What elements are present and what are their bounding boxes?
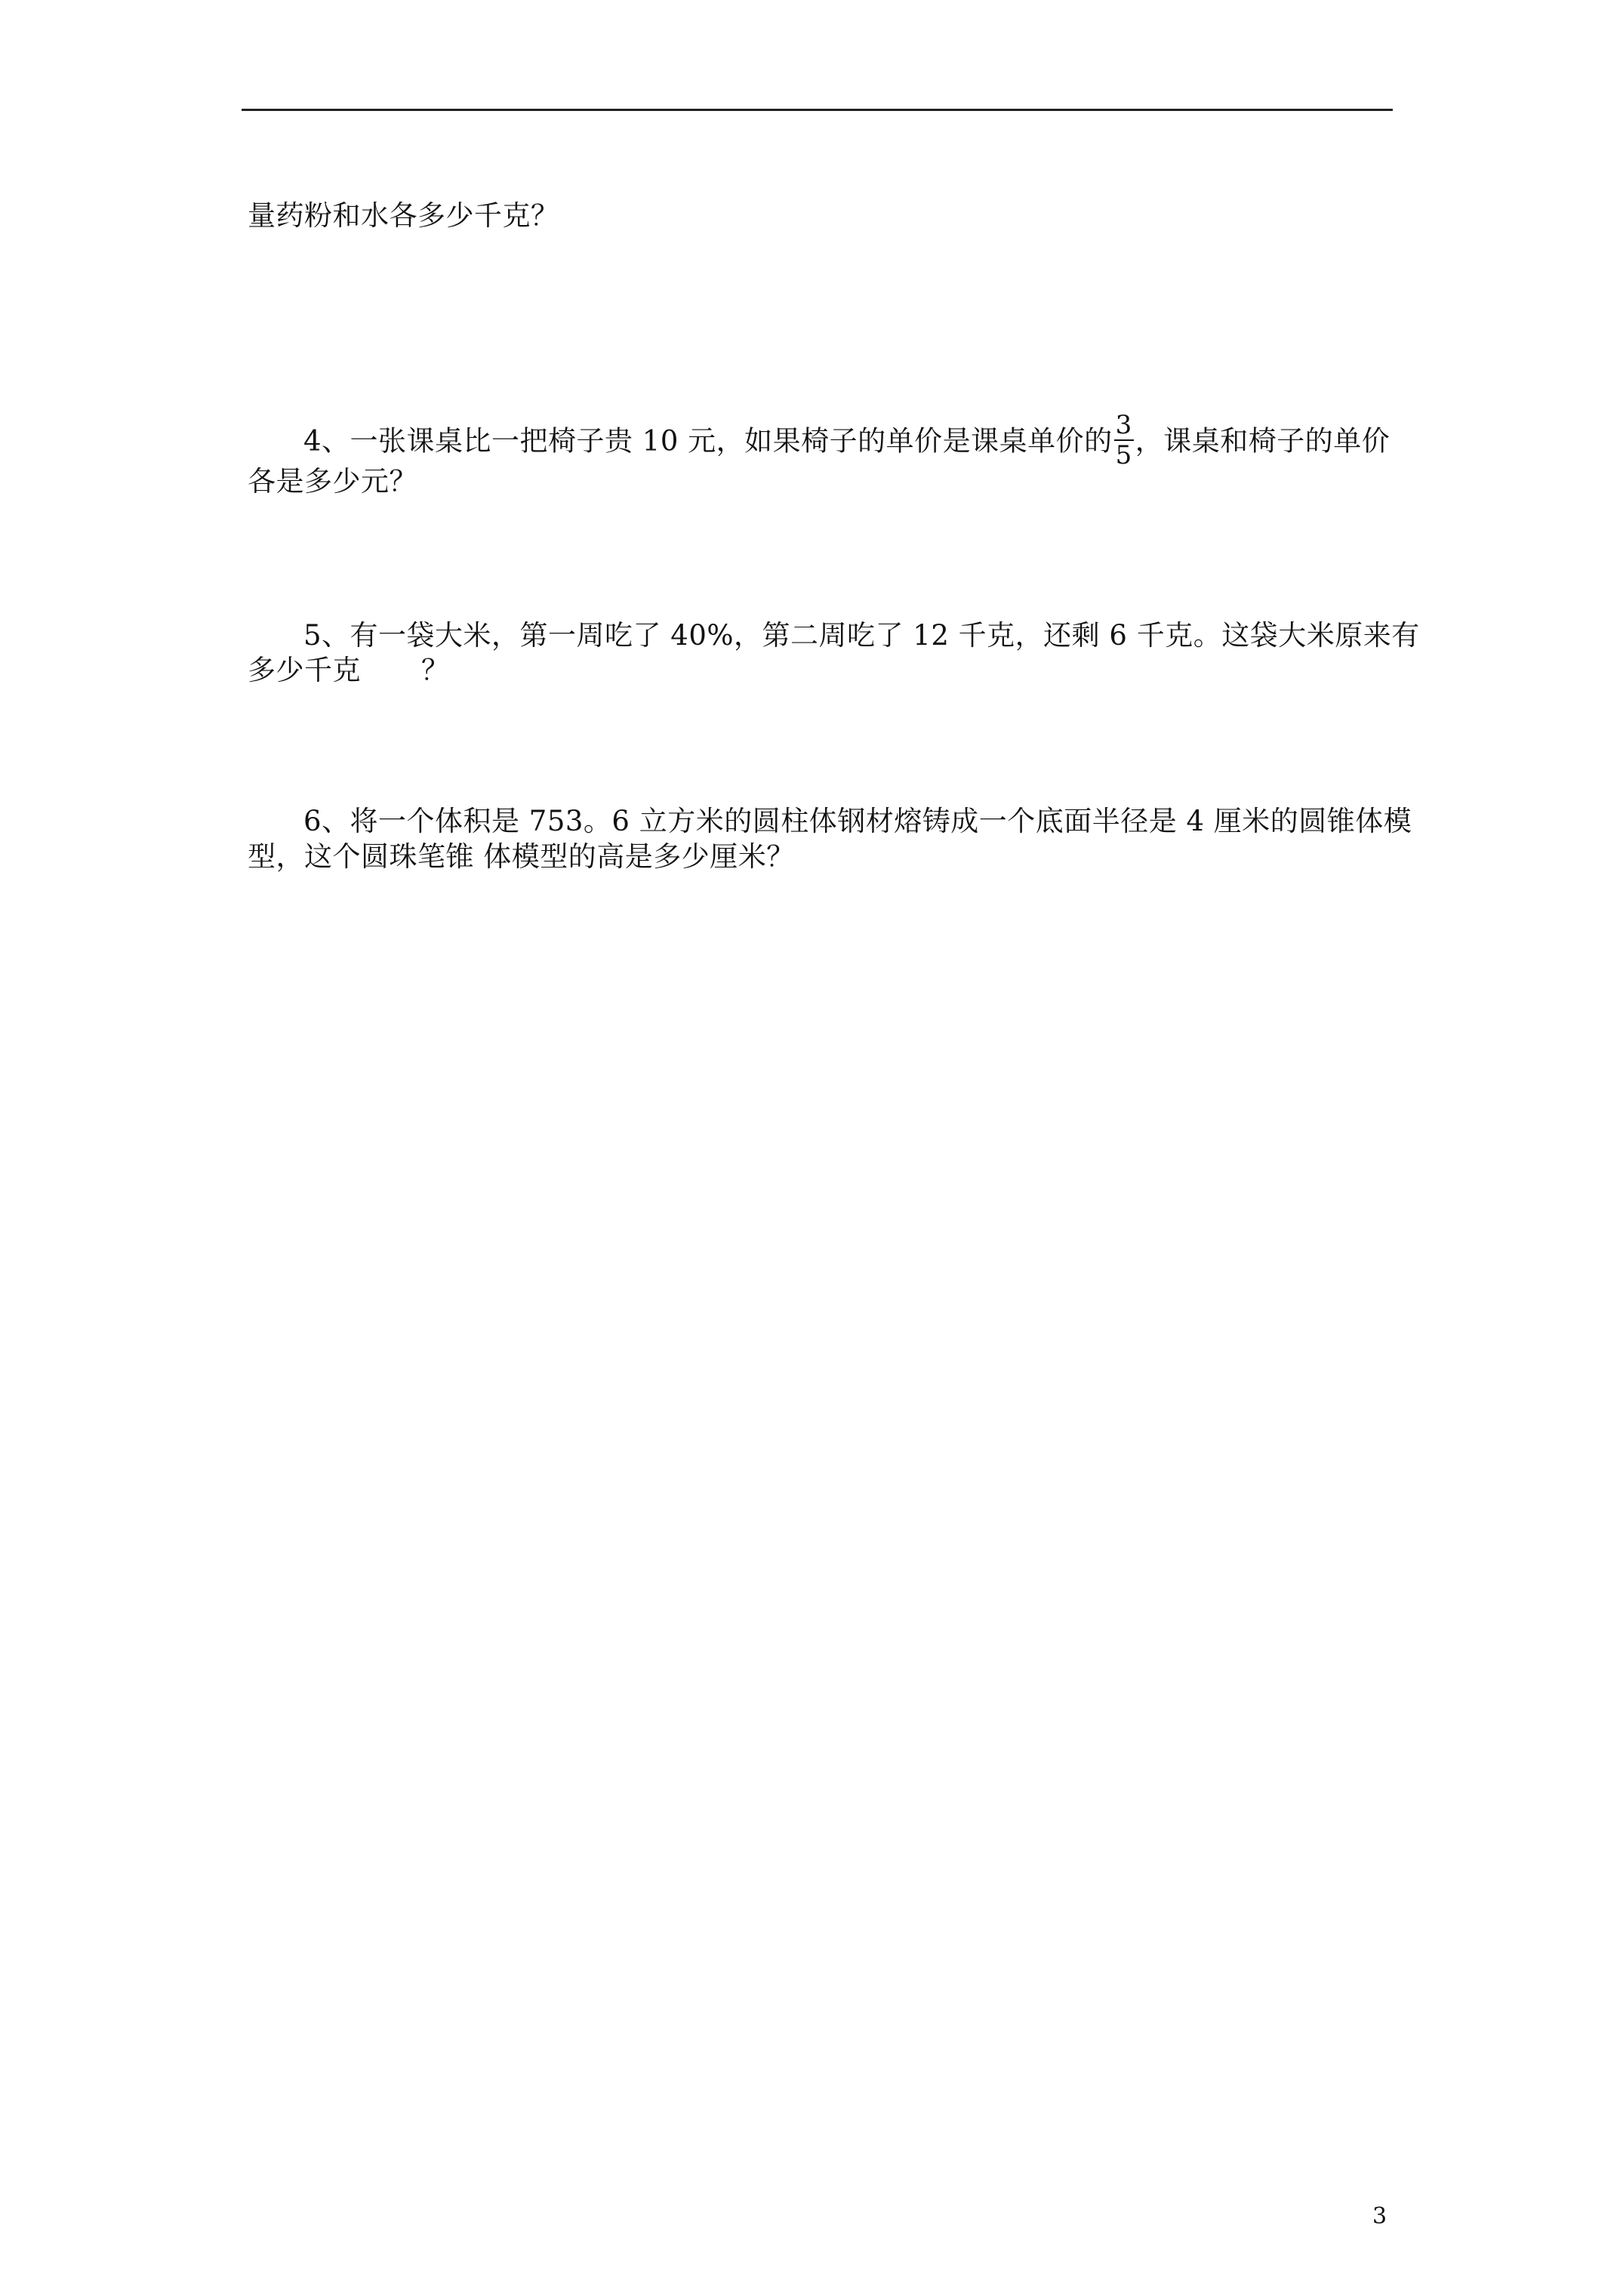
fraction-three-fifths [1114, 411, 1134, 470]
problem-5-line-2 [248, 654, 450, 687]
problem-6-line-1: 6、将一个体积是 753。6 立方米的圆柱体钢材熔铸成一个底面半径是 4 厘米的圆锥体模 [303, 805, 1412, 837]
problem-4-line-1 [303, 410, 1390, 473]
continuation-line: 量药粉和水各多少千克？ [248, 199, 559, 232]
page-number: 3 [1372, 2203, 1387, 2230]
header-rule [242, 109, 1393, 111]
problem-5-line-1: 5、有一袋大米，第一周吃了 40%，第二周吃了 12 千克，还剩 6 千克。这袋大米原来有 [303, 619, 1420, 652]
problem-6-line-2: 型，这个圆珠笔锥 体模型的高是多少厘米？ [248, 840, 795, 873]
problem-5-text-before-blank: 多少千克 [248, 654, 361, 686]
problem-4-text-after-fraction: ，课桌和椅子的单价 [1135, 424, 1390, 458]
problem-5-question-mark: ？ [421, 654, 450, 686]
fraction-numerator: 3 [1115, 410, 1132, 440]
fraction-denominator: 5 [1115, 440, 1132, 470]
problem-4-line-2: 各是多少元？ [248, 465, 417, 498]
problem-4-text-before-fraction: 4、一张课桌比一把椅子贵 10 元，如果椅子的单价是课桌单价的 [303, 424, 1113, 458]
